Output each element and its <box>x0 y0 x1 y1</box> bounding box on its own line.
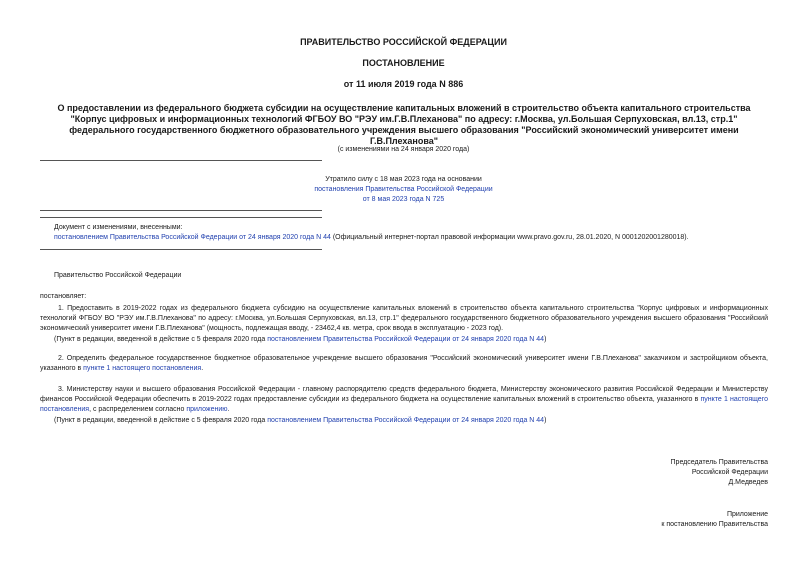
resolves-text: постановляет: <box>40 293 87 300</box>
signature-country: Российской Федерации <box>691 469 768 476</box>
amendments-note: (с изменениями на 24 января 2020 года) <box>337 146 470 153</box>
appendix-ref: к постановлению Правительства <box>661 521 768 528</box>
divider <box>40 217 322 218</box>
signature-name: Д.Медведев <box>728 479 768 486</box>
doc-title: О предоставлении из федерального бюджета субсидии на осуществление капитальных вложений в строительство объекта капитального строительства "Корпус цифровых и информационных технологий ФГБОУ ВО "РЭУ им.Г.В.Плеханова" по адресу: г.Москва, ул.Большая Серпуховская, вл.13, стр.1" федерального государственного бюджетного образовательного учреждения высшего образования "Российский экономический университет имени Г.В.Плеханова" <box>57 103 751 146</box>
validity-link-resolution[interactable]: постановления Правительства Российской Федерации <box>314 186 493 193</box>
government-text: Правительство Российской Федерации <box>54 272 182 279</box>
doc-date-number: от 11 июля 2019 года N 886 <box>343 79 464 89</box>
appendix-title: Приложение <box>726 511 768 518</box>
item-3-link-clause[interactable]: пункте 1 настоящего постановления <box>40 396 768 413</box>
divider <box>40 249 322 250</box>
changes-block <box>54 223 768 243</box>
doc-authority: ПРАВИТЕЛЬСТВО РОССИЙСКОЙ ФЕДЕРАЦИИ <box>300 37 507 47</box>
item-1: 1. Предоставить в 2019-2022 годах из федерального бюджета субсидию на осуществление капитальных вложений в строительство объекта капитального строительства "Корпус цифровых и информационных технологий ФГБОУ ВО "РЭУ им.Г.В.Плеханова" по адресу: г.Москва, ул.Большая Серпуховская, вл.13, стр.1" федерального государственного бюджетного образовательного учреждения высшего образования "Российский экономический университет имени Г.В.Плеханова" (мощность, подлежащая вводу, - 23462,4 кв. метра, срок ввода в эксплуатацию - 2023 год). <box>40 305 768 332</box>
appendix-block <box>661 510 768 530</box>
divider <box>40 210 322 211</box>
divider <box>40 160 322 161</box>
item-3-link-appendix[interactable]: приложению <box>186 406 228 413</box>
changes-link[interactable]: постановлением Правительства Российской Федерации от 24 января 2020 года N 44 <box>54 234 331 241</box>
signature-block <box>671 458 768 488</box>
note-1: (Пункт в редакции, введенной в действие с 5 февраля 2020 года постановлением Правительства Российской Федерации от 24 января 2020 года N 44) <box>54 336 547 343</box>
changes-label: Документ с изменениями, внесенными: <box>54 224 183 231</box>
validity-link-date[interactable]: от 8 мая 2023 года N 725 <box>362 196 445 203</box>
note-3: (Пункт в редакции, введенной в действие с 5 февраля 2020 года постановлением Правительства Российской Федерации от 24 января 2020 года N 44) <box>54 417 547 424</box>
validity-text: Утратило силу с 18 мая 2023 года на основании <box>325 176 482 183</box>
item-3: 3. Министерству науки и высшего образования Российской Федерации - главному распорядителю средств федерального бюджета, Министерству экономического развития Российской Федерации и Министерству финансов Российской Федерации обеспечить в 2019-2022 годах предоставление субсидии из федерального бюджета на осуществление капитальных вложений в строительство объекта, указанного в пункте 1 настоящего постановления, с распределением согласно приложению. <box>40 386 768 413</box>
validity-block <box>0 175 807 205</box>
item-2: 2. Определить федеральное государственное бюджетное образовательное учреждение высшего образования "Российский экономический университет имени Г.В.Плеханова" заказчиком и застройщиком объекта, указанного в пункте 1 настоящего постановления. <box>40 355 768 372</box>
signature-title: Председатель Правительства <box>670 459 768 466</box>
note-1-link[interactable]: постановлением Правительства Российской Федерации от 24 января 2020 года N 44 <box>267 336 545 343</box>
item-2-link[interactable]: пункте 1 настоящего постановления <box>83 365 202 372</box>
changes-source: (Официальный интернет-портал правовой информации www.pravo.gov.ru, 28.01.2020, N 0001202001280018). <box>330 234 689 241</box>
doc-type: ПОСТАНОВЛЕНИЕ <box>362 58 445 68</box>
note-3-link[interactable]: постановлением Правительства Российской Федерации от 24 января 2020 года N 44 <box>267 417 545 424</box>
